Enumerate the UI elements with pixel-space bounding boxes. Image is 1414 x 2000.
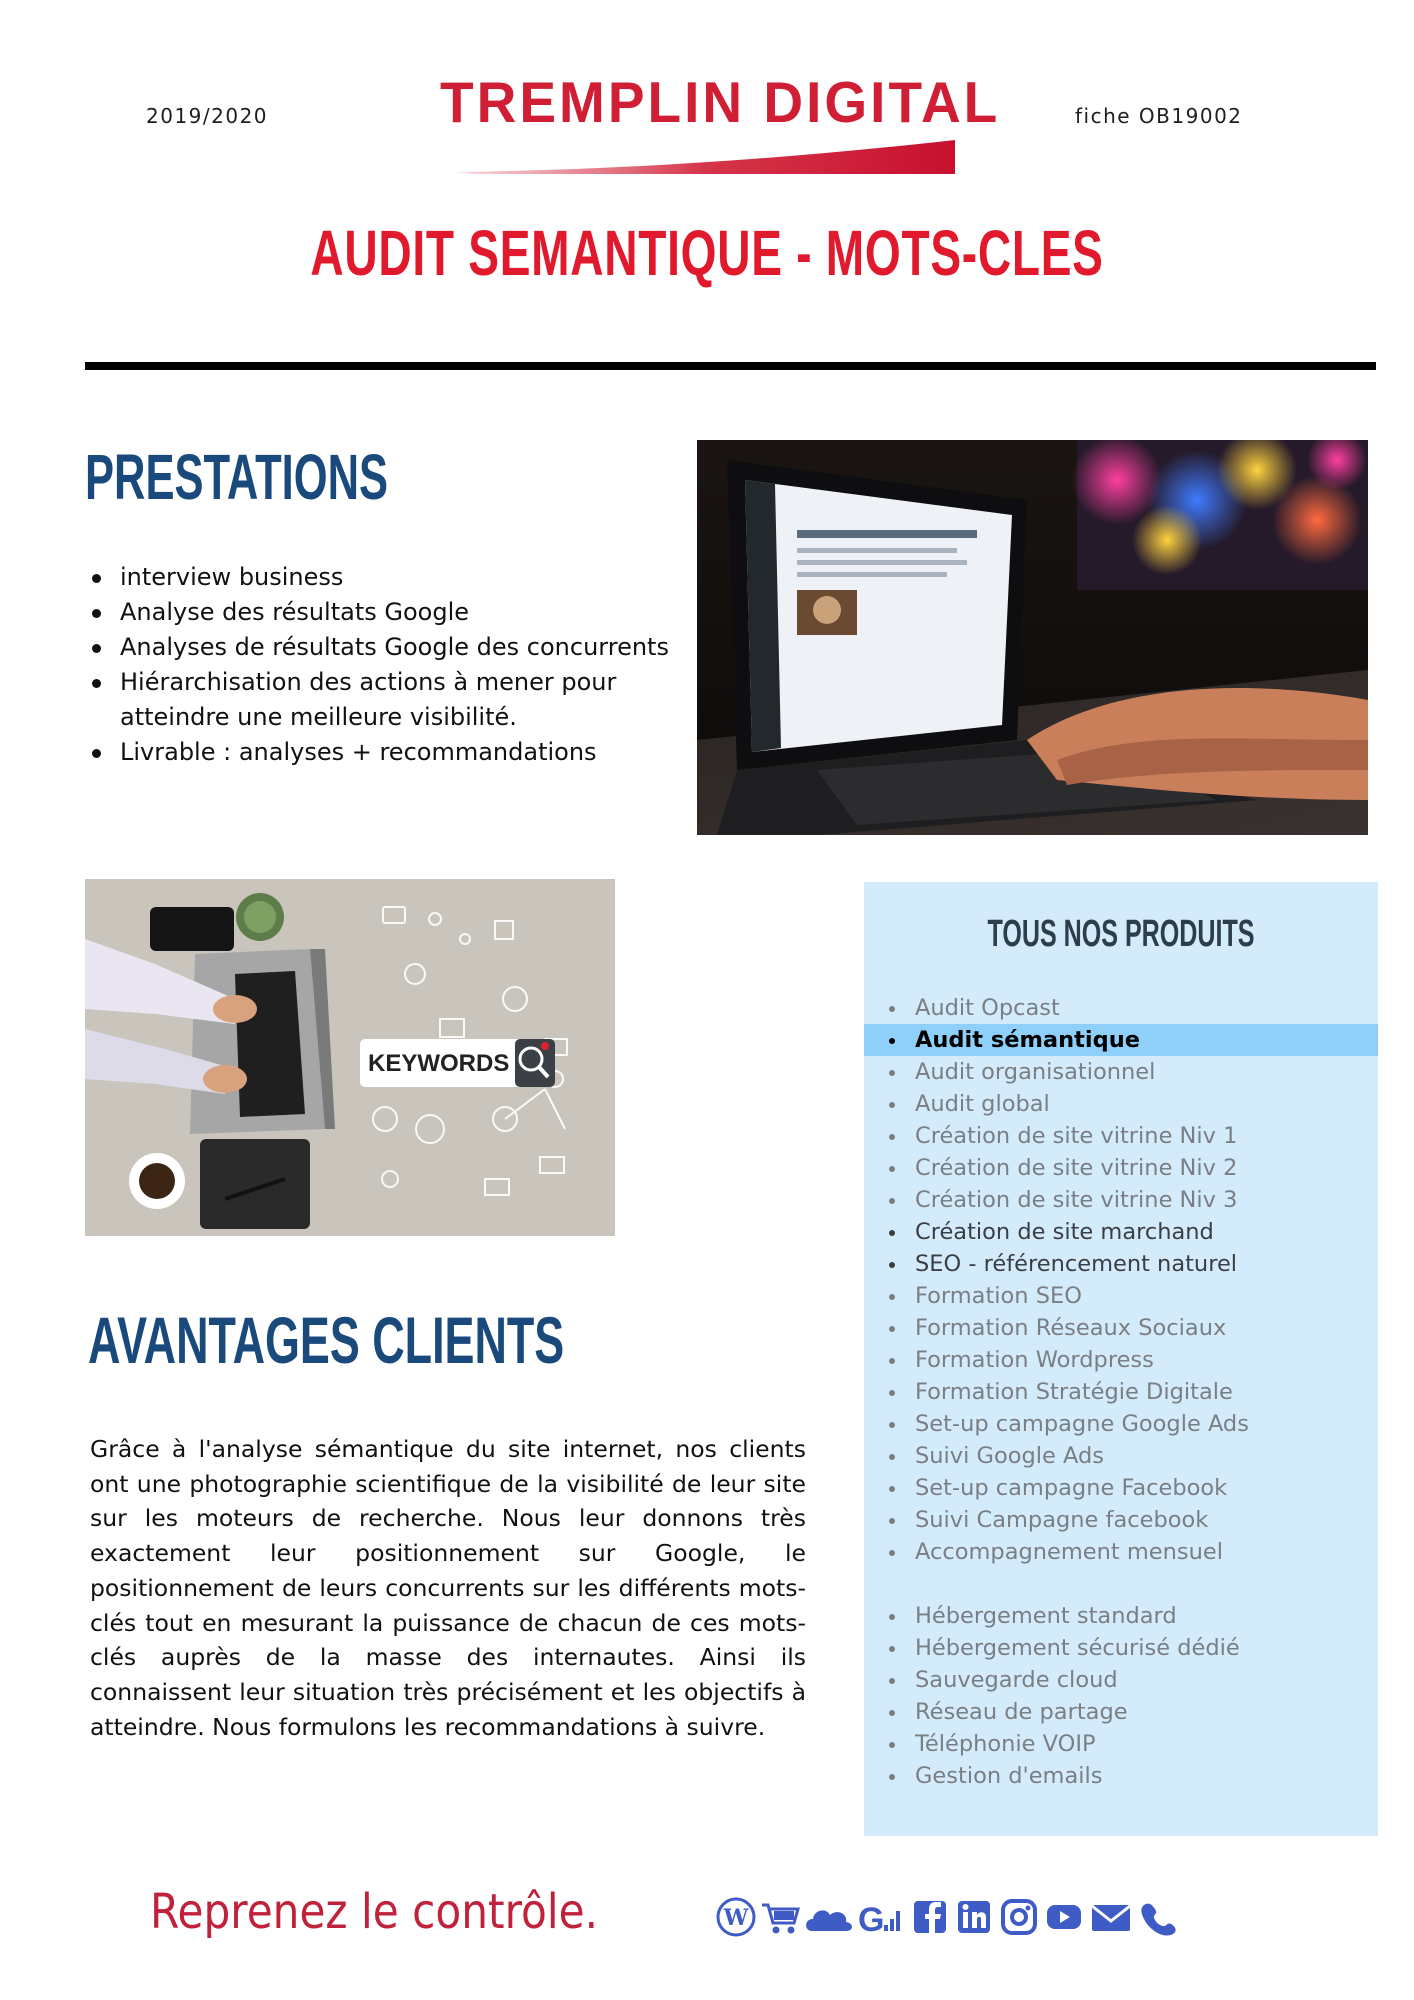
- product-item: Téléphonie VOIP: [864, 1728, 1378, 1760]
- email-icon: [1092, 1905, 1130, 1931]
- product-item: Formation Stratégie Digitale: [864, 1376, 1378, 1408]
- laptop-typing-photo: [697, 440, 1368, 835]
- instagram-icon: [1003, 1901, 1035, 1933]
- brand-logo: TREMPLIN DIGITAL: [440, 69, 1001, 135]
- list-item: Analyse des résultats Google: [88, 595, 678, 630]
- product-item: Accompagnement mensuel: [864, 1536, 1378, 1568]
- google-analytics-icon: [858, 1901, 900, 1939]
- youtube-icon: [1047, 1905, 1081, 1929]
- product-item: Formation Réseaux Sociaux: [864, 1312, 1378, 1344]
- title-divider: [85, 362, 1376, 370]
- fiche-reference: fiche OB19002: [1075, 104, 1243, 128]
- product-item: Gestion d'emails: [864, 1760, 1378, 1792]
- logo-swoosh-graphic: [455, 124, 955, 176]
- facebook-icon: [914, 1901, 946, 1933]
- avantages-heading: AVANTAGES CLIENTS: [88, 1303, 565, 1377]
- products-list: [864, 992, 1378, 1792]
- product-item: Suivi Google Ads: [864, 1440, 1378, 1472]
- product-item: Audit Opcast: [864, 992, 1378, 1024]
- product-item: Set-up campagne Facebook: [864, 1472, 1378, 1504]
- products-heading: TOUS NOS PRODUITS: [987, 913, 1255, 955]
- product-item: Création de site vitrine Niv 1: [864, 1120, 1378, 1152]
- product-item: SEO - référencement naturel: [864, 1248, 1378, 1280]
- school-year: 2019/2020: [146, 104, 269, 128]
- svg-text:W: W: [723, 1905, 749, 1931]
- page-title: AUDIT SEMANTIQUE - MOTS-CLES: [310, 217, 1104, 289]
- prestations-list: [88, 560, 678, 770]
- keywords-desk-photo: [85, 879, 615, 1236]
- product-item: Audit global: [864, 1088, 1378, 1120]
- list-item: Analyses de résultats Google des concurrents: [88, 630, 678, 665]
- slogan: Reprenez le contrôle.: [150, 1884, 599, 1940]
- product-item: Création de site vitrine Niv 2: [864, 1152, 1378, 1184]
- prestations-heading: PRESTATIONS: [85, 441, 389, 513]
- cloud-icon: [806, 1910, 852, 1931]
- avantages-paragraph: Grâce à l'analyse sémantique du site internet, nos clients ont une photographie scientifique de la visibilité de leur site sur les moteurs de recherche. Nous leur donnons très exactement leur positionnement sur Google, le positionnement de leurs concurrents sur les différents mots-clés tout en mesurant la puissance de chacun de ces mots-clés auprès de la masse des internautes. Ainsi ils connaissent leur situation très précisément et les objectifs à atteindre. Nous formulons les recommandations à suivre.: [90, 1435, 806, 1741]
- product-item: Formation SEO: [864, 1280, 1378, 1312]
- list-item: Hiérarchisation des actions à mener pour atteindre une meilleure visibilité.: [88, 665, 678, 735]
- product-item: Hébergement standard: [864, 1600, 1378, 1632]
- product-item: Audit organisationnel: [864, 1056, 1378, 1088]
- product-item: Réseau de partage: [864, 1696, 1378, 1728]
- product-item: Création de site vitrine Niv 3: [864, 1184, 1378, 1216]
- google-letter: G: [858, 1901, 885, 1939]
- list-spacer: [864, 1568, 1378, 1600]
- product-item: Création de site marchand: [864, 1216, 1378, 1248]
- product-item: Set-up campagne Google Ads: [864, 1408, 1378, 1440]
- shopping-cart-icon: [762, 1905, 798, 1934]
- phone-icon: [1141, 1904, 1175, 1936]
- service-icons-row: [716, 1895, 1226, 1939]
- product-item-active: Audit sémantique: [864, 1024, 1378, 1056]
- product-item: Hébergement sécurisé dédié: [864, 1632, 1378, 1664]
- product-item: Sauvegarde cloud: [864, 1664, 1378, 1696]
- linkedin-icon: [958, 1901, 990, 1933]
- product-item: Suivi Campagne facebook: [864, 1504, 1378, 1536]
- keywords-label: KEYWORDS: [368, 1050, 510, 1077]
- wordpress-icon: [718, 1899, 754, 1935]
- product-item: Formation Wordpress: [864, 1344, 1378, 1376]
- list-item: Livrable : analyses + recommandations: [88, 735, 678, 770]
- list-item: interview business: [88, 560, 678, 595]
